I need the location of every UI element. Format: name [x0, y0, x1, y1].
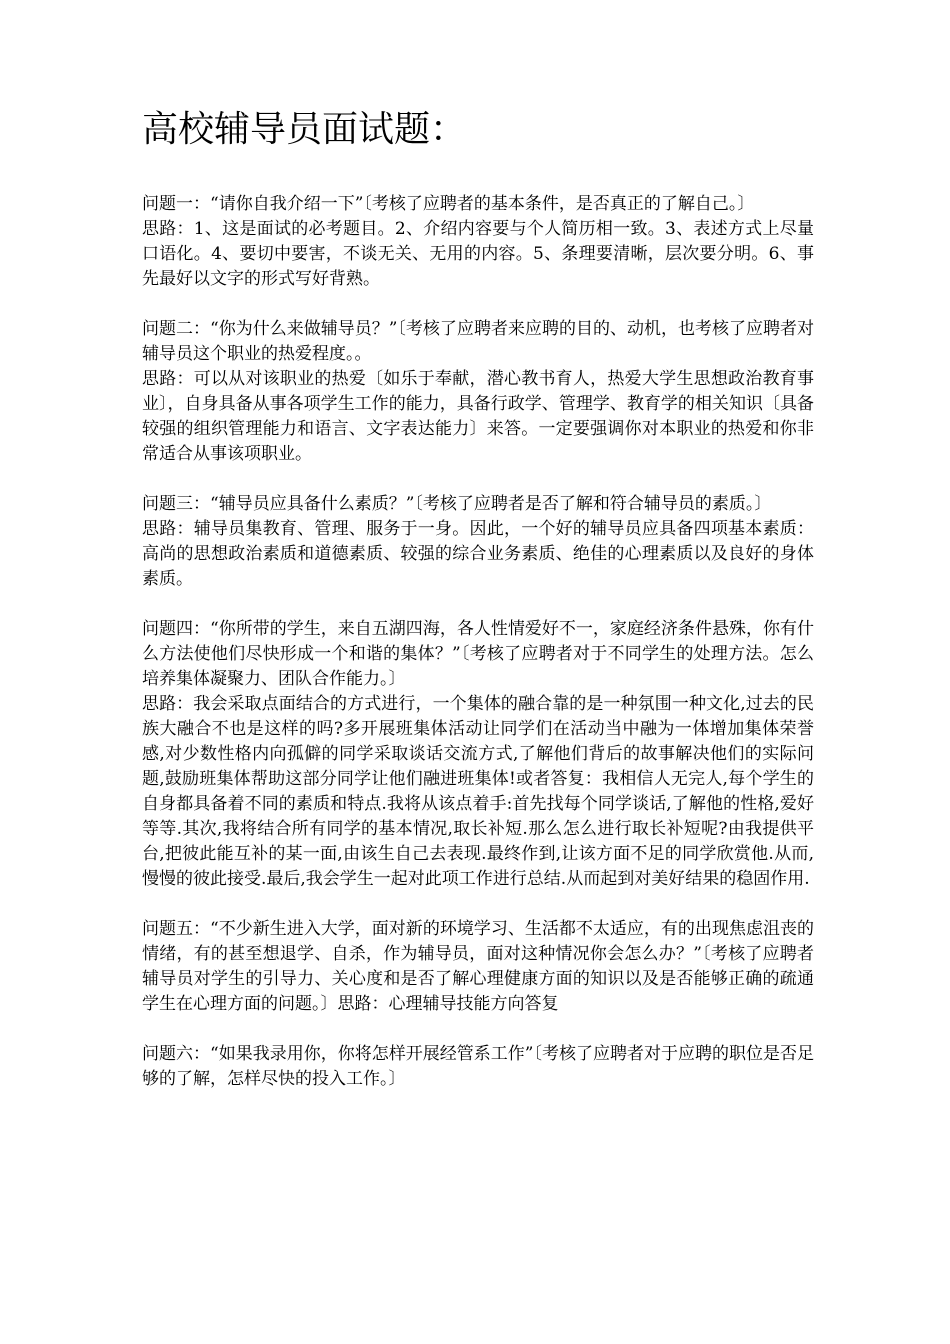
- question-block-5: [142, 917, 814, 1017]
- question-2-text: 问题二：“你为什么来做辅导员？”〔考核了应聘者来应聘的目的、动机，也考核了应聘者对辅导员这个职业的热爱程度。。: [142, 319, 814, 364]
- question-block-2: [142, 317, 814, 467]
- answer-1-text: 思路：1、这是面试的必考题目。2、介绍内容要与个人简历相一致。3、表述方式上尽量口语化。4、要切中要害，不谈无关、无用的内容。5、条理要清晰，层次要分明。6、事先最好以文字的形式写好背熟。: [142, 219, 814, 289]
- question-block-3: [142, 492, 814, 592]
- question-3-text: 问题三：“辅导员应具备什么素质？”〔考核了应聘者是否了解和符合辅导员的素质。〕: [142, 494, 772, 514]
- question-4-text: 问题四：“你所带的学生，来自五湖四海，各人性情爱好不一，家庭经济条件悬殊，你有什么方法使他们尽快形成一个和谐的集体？”〔考核了应聘者对于不同学生的处理方法。怎么培养集体凝聚力、团队合作能力。〕: [142, 619, 814, 689]
- answer-4-text: 思路：我会采取点面结合的方式进行，一个集体的融合靠的是一种氛围一种文化,过去的民族大融合不也是这样的吗?多开展班集体活动让同学们在活动当中融为一体增加集体荣誉感,对少数性格内向孤僻的同学采取谈话交流方式,了解他们背后的故事解决他们的实际问题,鼓励班集体帮助这部分同学让他们融进班集体!或者答复：我相信人无完人,每个学生的自身都具备着不同的素质和特点.我将从该点着手:首先找每个同学谈话,了解他的性格,爱好等等.其次,我将结合所有同学的基本情况,取长补短.那么怎么进行取长补短呢?由我提供平台,把彼此能互补的某一面,由该生自己去表现.最终作到,让该方面不足的同学欣赏他.从而,慢慢的彼此接受.最后,我会学生一起对此项工作进行总结.从而起到对美好结果的稳固作用.: [142, 694, 814, 889]
- document-title: 高校辅导员面试题：: [142, 109, 467, 150]
- answer-3-text: 思路：辅导员集教育、管理、服务于一身。因此，一个好的辅导员应具备四项基本素质：高尚的思想政治素质和道德素质、较强的综合业务素质、绝佳的心理素质以及良好的身体素质。: [142, 519, 814, 589]
- question-5-text: 问题五：“不少新生进入大学，面对新的环境学习、生活都不太适应，有的出现焦虑沮丧的情绪，有的甚至想退学、自杀，作为辅导员，面对这种情况你会怎么办？”〔考核了应聘者辅导员对学生的引导力、关心度和是否了解心理健康方面的知识以及是否能够正确的疏通学生在心理方面的问题。〕思路：心理辅导技能方向答复: [142, 919, 814, 1014]
- question-1-text: 问题一：“请你自我介绍一下”〔考核了应聘者的基本条件，是否真正的了解自己。〕: [142, 194, 755, 214]
- answer-2-text: 思路：可以从对该职业的热爱〔如乐于奉献，潜心教书育人，热爱大学生思想政治教育事业〕，自身具备从事各项学生工作的能力，具备行政学、管理学、教育学的相关知识〔具备较强的组织管理能力和语言、文字表达能力〕来答。一定要强调你对本职业的热爱和你非常适合从事该项职业。: [142, 369, 814, 464]
- question-block-1: [142, 192, 814, 292]
- question-block-4: [142, 617, 814, 892]
- question-6-text: 问题六：“如果我录用你，你将怎样开展经管系工作”〔考核了应聘者对于应聘的职位是否足够的了解，怎样尽快的投入工作。〕: [142, 1044, 814, 1089]
- question-block-6: [142, 1042, 814, 1092]
- document-body: [142, 192, 814, 1092]
